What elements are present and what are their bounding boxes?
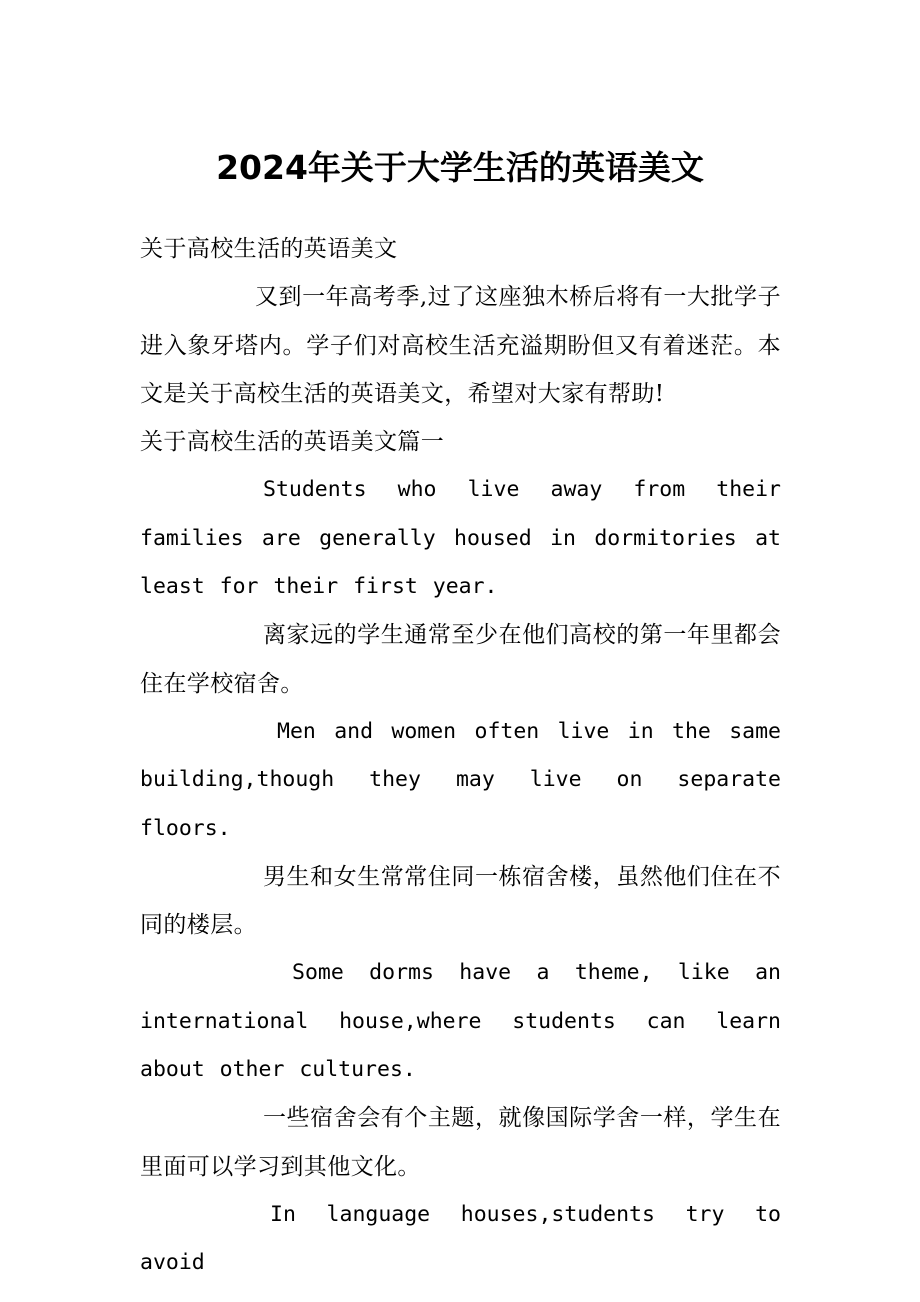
- english-paragraph: Men and women often live in the same building,though they may live on separate floors.: [140, 718, 781, 841]
- english-paragraph: In language houses,students try to avoid: [140, 1201, 781, 1276]
- subtitle: 关于高校生活的英语美文: [140, 236, 398, 262]
- section-heading: 关于高校生活的英语美文篇一: [140, 429, 445, 456]
- document-body: [140, 225, 781, 1288]
- document-title: 2024年关于大学生活的英语美文: [216, 148, 704, 187]
- intro-paragraph: 又到一年高考季,过了这座独木桥后将有一大批学子进入象牙塔内。学子们对高校生活充溢期盼但又有着迷茫。本文是关于高校生活的英语美文，希望对大家有帮助!: [140, 284, 781, 407]
- english-paragraph: Students who live away from their families are generally housed in dormitories at least for their first year.: [140, 477, 781, 600]
- chinese-paragraph: 男生和女生常常住同一栋宿舍楼，虽然他们住在不同的楼层。: [140, 863, 781, 939]
- english-paragraph: Some dorms have a theme, like an international house,where students can learn about other cultures.: [140, 960, 781, 1083]
- chinese-paragraph: 离家远的学生通常至少在他们高校的第一年里都会住在学校宿舍。: [140, 622, 781, 697]
- chinese-paragraph: 一些宿舍会有个主题，就像国际学舍一样，学生在里面可以学习到其他文化。: [140, 1105, 781, 1180]
